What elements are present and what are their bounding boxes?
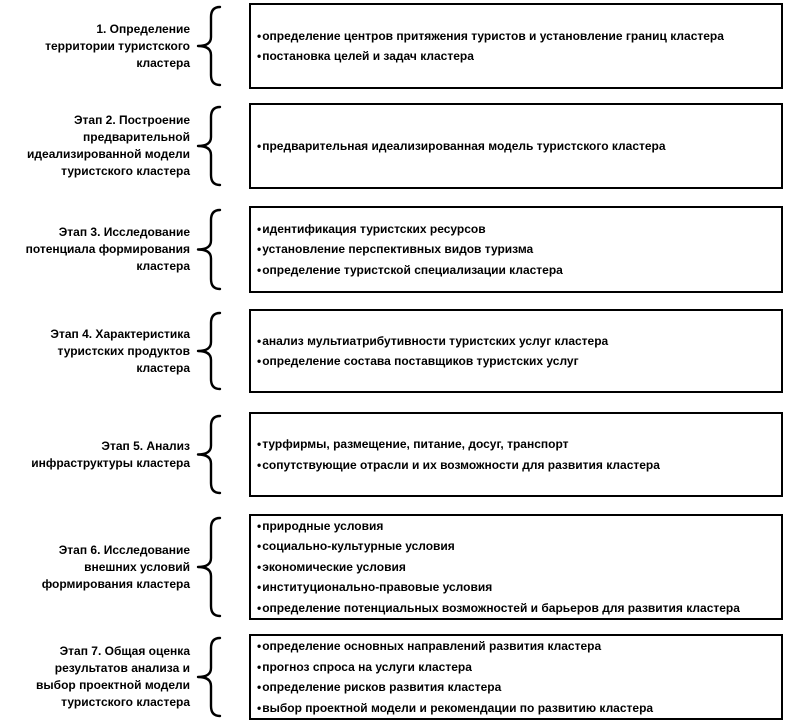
bullet-item: • сопутствующие отрасли и их возможности для развития кластера xyxy=(257,455,777,476)
curly-brace-icon xyxy=(193,414,223,495)
bullet-item: • экономические условия xyxy=(257,557,777,578)
stage-label-line: кластера xyxy=(136,360,190,375)
bullet-item: • определение рисков развития кластера xyxy=(257,677,777,698)
bullet-item: • определение основных направлений развития кластера xyxy=(257,636,777,657)
stage-label-line: выбор проектной модели xyxy=(36,678,190,692)
stage-label xyxy=(0,309,190,393)
bullet-item: • установление перспективных видов туризма xyxy=(257,239,777,260)
stage-box xyxy=(249,634,783,720)
bullet-item: • постановка целей и задач кластера xyxy=(257,46,777,67)
stage-label-line: территории туристского xyxy=(45,38,190,53)
stage-label-line: предварительной xyxy=(83,130,190,144)
stage-label xyxy=(0,514,190,620)
stage-label xyxy=(0,634,190,720)
stage-label-line: внешних условий xyxy=(84,559,190,574)
stage-label xyxy=(0,3,190,89)
stage-box xyxy=(249,103,783,189)
stage-box xyxy=(249,514,783,620)
curly-brace-icon xyxy=(193,5,223,87)
stage-label-line: формирования кластера xyxy=(41,576,190,591)
bullet-item: • социально-культурные условия xyxy=(257,536,777,557)
stage-label-line: Этап 5. Анализ xyxy=(101,438,190,453)
stage-label xyxy=(0,412,190,497)
stage-box xyxy=(249,412,783,497)
bullet-item: • определение потенциальных возможностей и барьеров для развития кластера xyxy=(257,598,777,619)
stage-label-line: кластера xyxy=(136,55,190,70)
bullet-item: • определение состава поставщиков туристских услуг xyxy=(257,351,777,372)
stage-box xyxy=(249,206,783,293)
stage-label-line: туристских продуктов xyxy=(57,343,190,358)
stage-label-line: Этап 3. Исследование xyxy=(58,225,190,239)
bullet-item: • анализ мультиатрибутивности туристских услуг кластера xyxy=(257,331,777,352)
curly-brace-icon xyxy=(193,105,223,187)
bullet-item: • институционально-правовые условия xyxy=(257,577,777,598)
stage-box xyxy=(249,309,783,393)
bullet-item: • выбор проектной модели и рекомендации по развитию кластера xyxy=(257,698,777,719)
stage-label xyxy=(0,206,190,293)
stage-label-line: Этап 4. Характеристика xyxy=(50,326,190,341)
bullet-item: • определение центров притяжения туристов и установление границ кластера xyxy=(257,26,777,47)
stage-label-line: инфраструктуры кластера xyxy=(31,455,190,470)
stage-label-line: результатов анализа и xyxy=(54,661,190,675)
stage-label xyxy=(0,103,190,189)
curly-brace-icon xyxy=(193,636,223,718)
bullet-item: • турфирмы, размещение, питание, досуг, транспорт xyxy=(257,434,777,455)
curly-brace-icon xyxy=(193,208,223,291)
stage-label-line: 1. Определение xyxy=(96,21,190,36)
stage-label-line: Этап 2. Построение xyxy=(74,113,190,127)
stage-label-line: Этап 6. Исследование xyxy=(58,542,190,557)
bullet-item: • предварительная идеализированная модель туристского кластера xyxy=(257,136,777,157)
stage-label-line: потенциала формирования xyxy=(25,242,190,256)
bullet-item: • природные условия xyxy=(257,516,777,537)
bullet-item: • определение туристской специализации кластера xyxy=(257,260,777,281)
stage-label-line: туристского кластера xyxy=(61,164,190,178)
bullet-item: • прогноз спроса на услуги кластера xyxy=(257,657,777,678)
stage-label-line: кластера xyxy=(136,259,190,273)
stage-box xyxy=(249,3,783,89)
bullet-item: • идентификация туристских ресурсов xyxy=(257,219,777,240)
stage-label-line: идеализированной модели xyxy=(27,147,190,161)
stage-label-line: туристского кластера xyxy=(61,695,190,709)
stage-label-line: Этап 7. Общая оценка xyxy=(59,644,190,658)
curly-brace-icon xyxy=(193,516,223,618)
curly-brace-icon xyxy=(193,311,223,391)
